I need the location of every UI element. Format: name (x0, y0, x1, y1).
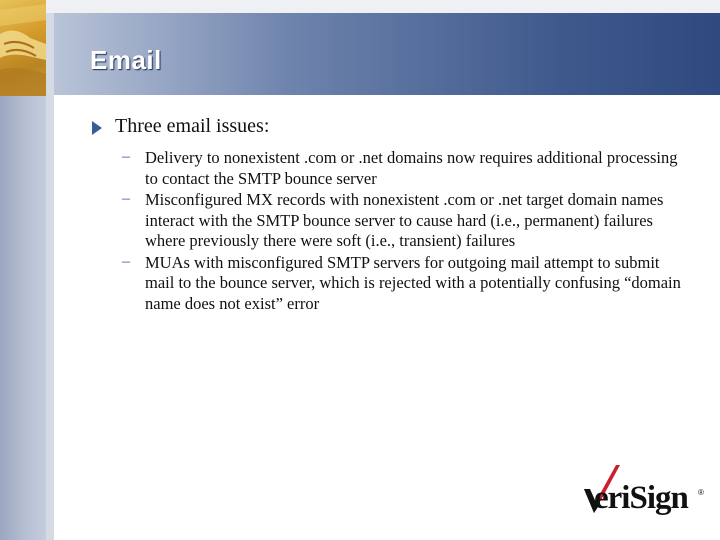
handshake-photo-icon (0, 0, 46, 96)
sub-bullet-text: Misconfigured MX records with nonexistent .com or .net target domain names interact with the SMTP bounce server to cause hard (i.e., permanent) failures where previously there were soft (i.e., transient) failures (145, 190, 664, 250)
verisign-logo (582, 463, 707, 523)
dash-marker: – (122, 190, 130, 207)
bullet-arrow-icon (92, 121, 102, 135)
sub-bullet-item (120, 253, 700, 315)
sub-bullet-text: Delivery to nonexistent .com or .net domains now requires additional processing to contact the SMTP bounce server (145, 148, 678, 188)
sub-bullet-item (120, 190, 700, 252)
slide-title: Email (90, 45, 162, 75)
sub-bullet-item (120, 148, 700, 189)
main-bullet-text: Three email issues: (115, 115, 270, 137)
dash-marker: – (122, 252, 130, 270)
registered-mark: ® (698, 488, 704, 497)
sub-bullet-text: MUAs with misconfigured SMTP servers for outgoing mail attempt to submit mail to the bounce server, which is rejected with a potentially confusing “domain name does not exist” error (145, 252, 681, 313)
logo-wordmark: eriSign (594, 480, 688, 516)
strip-edge (46, 0, 54, 540)
sub-bullet-list (120, 148, 700, 315)
dash-marker: – (122, 148, 130, 165)
header-top-gap (46, 0, 720, 13)
